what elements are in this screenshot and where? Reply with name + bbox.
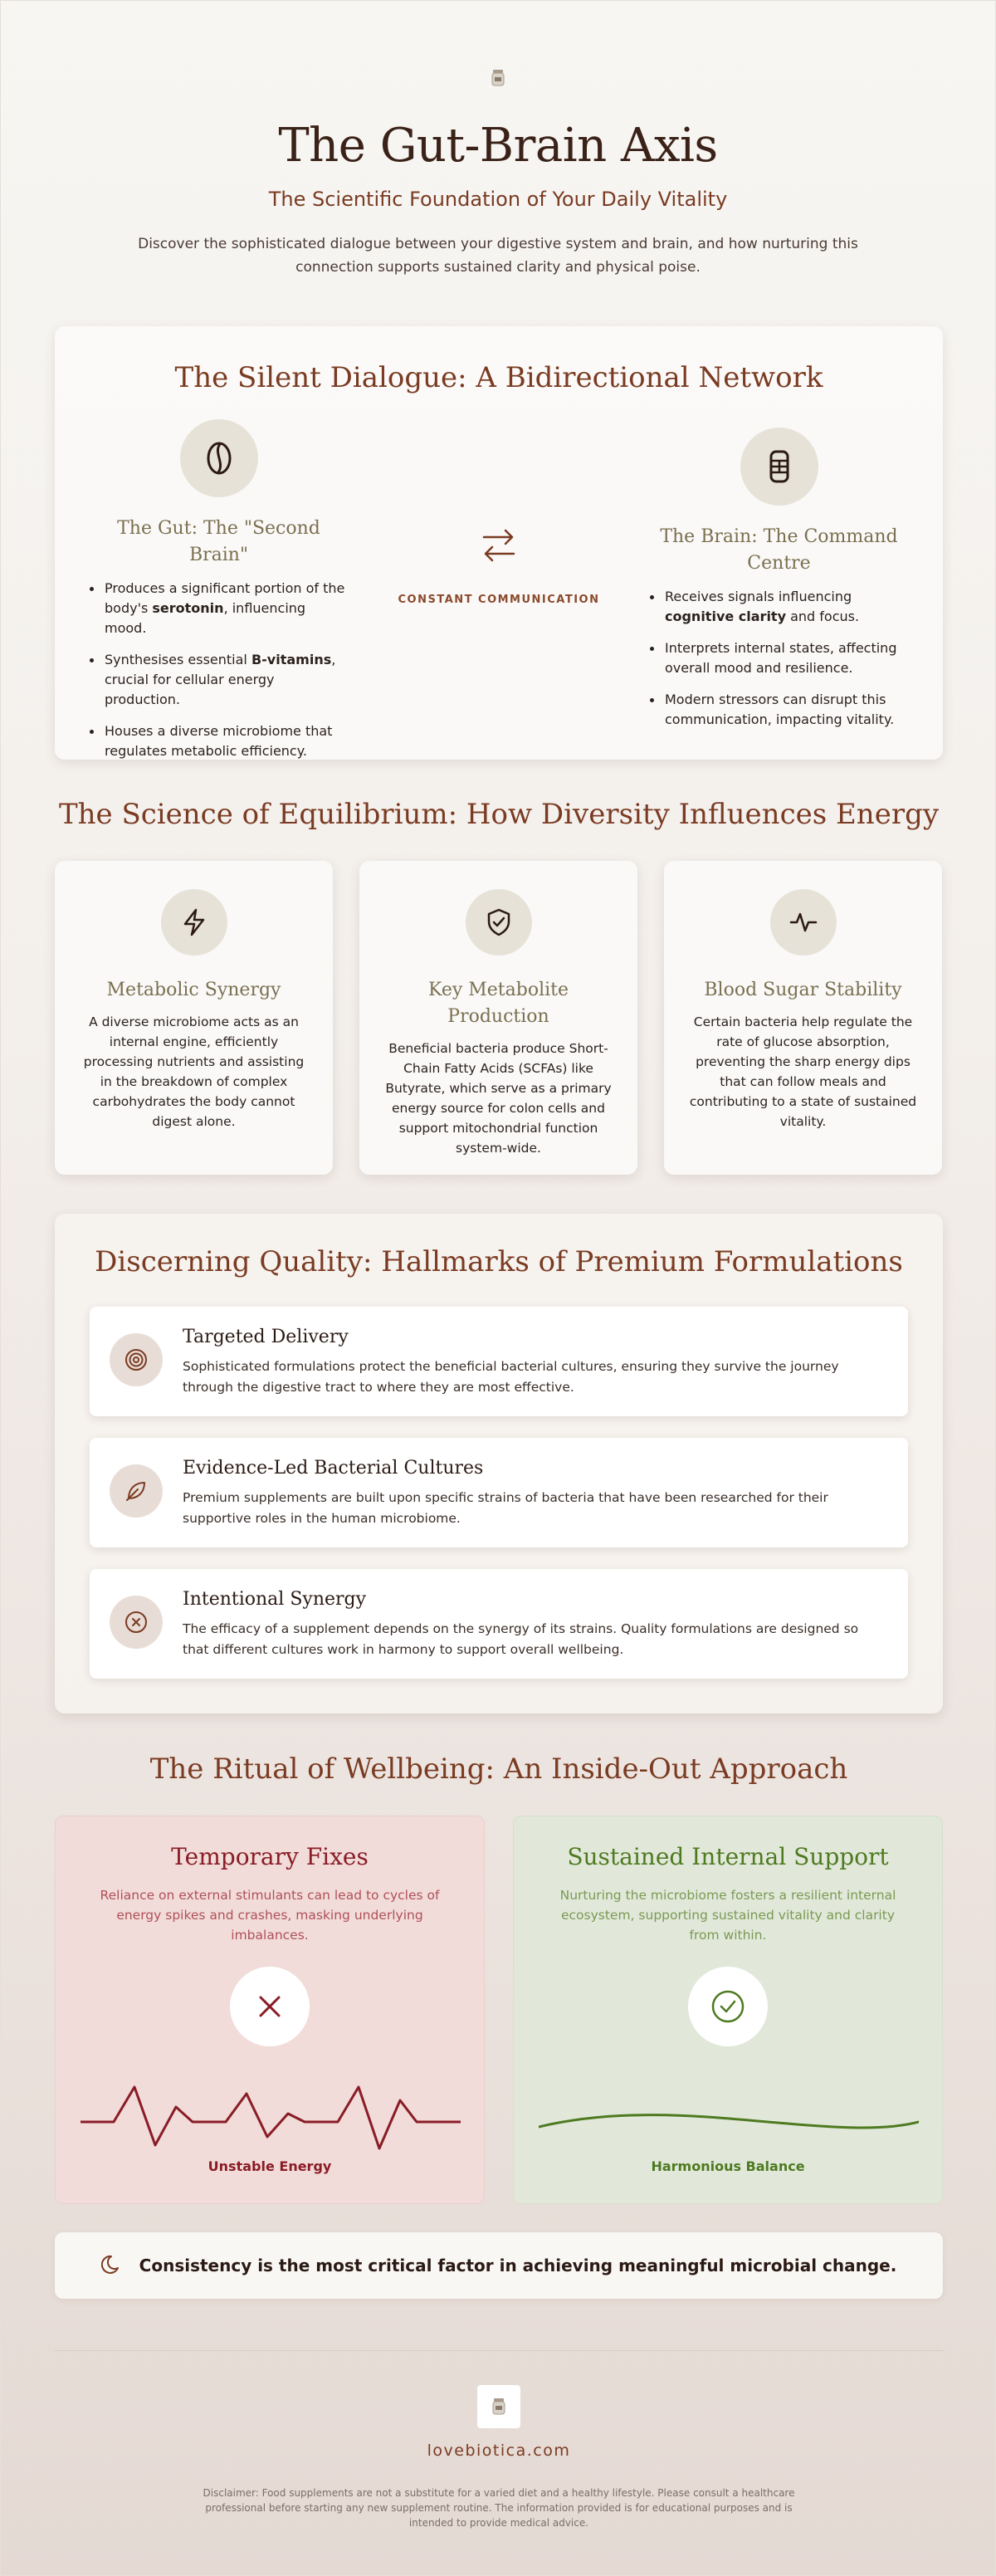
brain-title: The Brain: The Command Centre bbox=[660, 526, 898, 574]
unstable-energy-wave bbox=[81, 2080, 461, 2155]
ritual-heading: The Ritual of Wellbeing: An Inside-Out Approach bbox=[149, 1752, 848, 1786]
page-title: The Gut-Brain Axis bbox=[278, 119, 718, 173]
list-item: Modern stressors can disrupt this communication, impacting vitality. bbox=[665, 690, 910, 730]
temporary-fixes-text: Reliance on external stimulants can lead to cycles of energy spikes and crashes, masking underlying imbalances. bbox=[100, 1888, 440, 1943]
temporary-fixes-card bbox=[55, 1816, 485, 2204]
intro-text: Discover the sophisticated dialogue between your digestive system and brain, and how nurturing this connection supports sustained clarity and physical poise. bbox=[138, 236, 858, 276]
harmonious-balance-wave bbox=[539, 2080, 919, 2155]
consistency-banner bbox=[55, 2232, 943, 2299]
page-subtitle: The Scientific Foundation of Your Daily Vitality bbox=[268, 188, 728, 211]
quality-item-title: Evidence-Led Bacterial Cultures bbox=[183, 1458, 484, 1479]
brain-bullets bbox=[648, 587, 910, 730]
quality-item-intentional-synergy bbox=[90, 1569, 908, 1679]
site-link[interactable]: lovebiotica.com bbox=[427, 2442, 571, 2460]
quality-item-title: Intentional Synergy bbox=[183, 1589, 367, 1610]
communication-center bbox=[383, 524, 615, 606]
shield-check-icon bbox=[466, 889, 532, 956]
list-item: Synthesises essential B-vitamins, crucial for cellular energy production. bbox=[105, 650, 349, 710]
bean-icon bbox=[180, 419, 258, 497]
science-card-metabolite bbox=[359, 861, 637, 1175]
science-card-metabolic bbox=[55, 861, 333, 1175]
list-item: Receives signals influencing cognitive clarity and focus. bbox=[665, 587, 910, 627]
quality-item-text: The efficacy of a supplement depends on the synergy of its strains. Quality formulations are designed so that different cultures work in harmony to support overall wellbeing. bbox=[183, 1621, 859, 1657]
quality-item-evidence-led bbox=[90, 1438, 908, 1547]
moon-icon bbox=[101, 2252, 124, 2279]
footer-divider bbox=[55, 2350, 943, 2351]
temporary-fixes-title: Temporary Fixes bbox=[171, 1843, 369, 1870]
unstable-energy-label: Unstable Energy bbox=[208, 2158, 332, 2174]
science-card-text: A diverse microbiome acts as an internal engine, efficiently processing nutrients and assisting in the breakdown of complex carbohydrates the body cannot digest alone. bbox=[83, 1014, 305, 1129]
dialogue-section bbox=[55, 326, 943, 760]
quality-item-text: Sophisticated formulations protect the beneficial bacterial cultures, ensuring they survive the journey through the digestive tract to where they are most effective. bbox=[183, 1359, 839, 1395]
list-item: Produces a significant portion of the body's serotonin, influencing mood. bbox=[105, 579, 349, 638]
gut-title: The Gut: The "Second Brain" bbox=[117, 518, 320, 565]
harmonious-balance-label: Harmonious Balance bbox=[651, 2158, 805, 2174]
gut-bullets bbox=[88, 579, 349, 761]
science-heading: The Science of Equilibrium: How Diversity Influences Energy bbox=[58, 798, 940, 831]
communication-label: CONSTANT COMMUNICATION bbox=[398, 594, 600, 606]
quality-item-title: Targeted Delivery bbox=[183, 1327, 349, 1347]
quality-item-text: Premium supplements are built upon specific strains of bacteria that have been researched for their supportive roles in the human microbiome. bbox=[183, 1490, 828, 1526]
target-icon bbox=[110, 1333, 163, 1386]
arrows-exchange-icon bbox=[383, 524, 615, 570]
pulse-icon bbox=[770, 889, 837, 956]
brain-column bbox=[648, 428, 910, 741]
disclaimer-text: Disclaimer: Food supplements are not a substitute for a varied diet and a healthy lifestyle. Please consult a healthcare professional before starting any new supplement routine. The information provided is for educational purposes and is intended to provide medical advice. bbox=[203, 2487, 795, 2529]
cross-icon bbox=[230, 1967, 310, 2046]
science-card-text: Beneficial bacteria produce Short-Chain Fatty Acids (SCFAs) like Butyrate, which serve as a primary energy source for colon cells and support mitochondrial function system-wide. bbox=[385, 1041, 612, 1156]
science-card-title: Metabolic Synergy bbox=[106, 980, 281, 1000]
gut-column bbox=[88, 419, 349, 773]
dialogue-heading: The Silent Dialogue: A Bidirectional Network bbox=[174, 361, 823, 394]
probiotic-jar-icon bbox=[477, 2385, 520, 2428]
header bbox=[1, 1, 995, 279]
sustained-support-card bbox=[513, 1816, 943, 2204]
quality-item-targeted-delivery bbox=[90, 1307, 908, 1416]
science-card-title: Key Metabolite Production bbox=[427, 980, 569, 1027]
sustained-support-text: Nurturing the microbiome fosters a resilient internal ecosystem, supporting sustained vitality and clarity from within. bbox=[559, 1888, 896, 1943]
consistency-text: Consistency is the most critical factor in achieving meaningful microbial change. bbox=[139, 2256, 897, 2275]
lightning-icon bbox=[161, 889, 227, 956]
probiotic-jar-icon bbox=[489, 67, 507, 89]
leaf-icon bbox=[110, 1464, 163, 1518]
science-card-text: Certain bacteria help regulate the rate of glucose absorption, preventing the sharp energy dips that can follow meals and contributing to a state of sustained vitality. bbox=[689, 1014, 917, 1129]
list-item: Interprets internal states, affecting overall mood and resilience. bbox=[665, 638, 910, 678]
list-item: Houses a diverse microbiome that regulates metabolic efficiency. bbox=[105, 721, 349, 761]
check-circle-icon bbox=[688, 1967, 768, 2046]
capsule-icon bbox=[740, 428, 818, 506]
sustained-support-title: Sustained Internal Support bbox=[567, 1843, 889, 1870]
synergy-circle-icon bbox=[110, 1596, 163, 1649]
science-card-blood-sugar bbox=[664, 861, 942, 1175]
quality-heading: Discerning Quality: Hallmarks of Premium Formulations bbox=[95, 1245, 903, 1278]
quality-section bbox=[55, 1214, 943, 1713]
science-card-title: Blood Sugar Stability bbox=[704, 980, 902, 1000]
